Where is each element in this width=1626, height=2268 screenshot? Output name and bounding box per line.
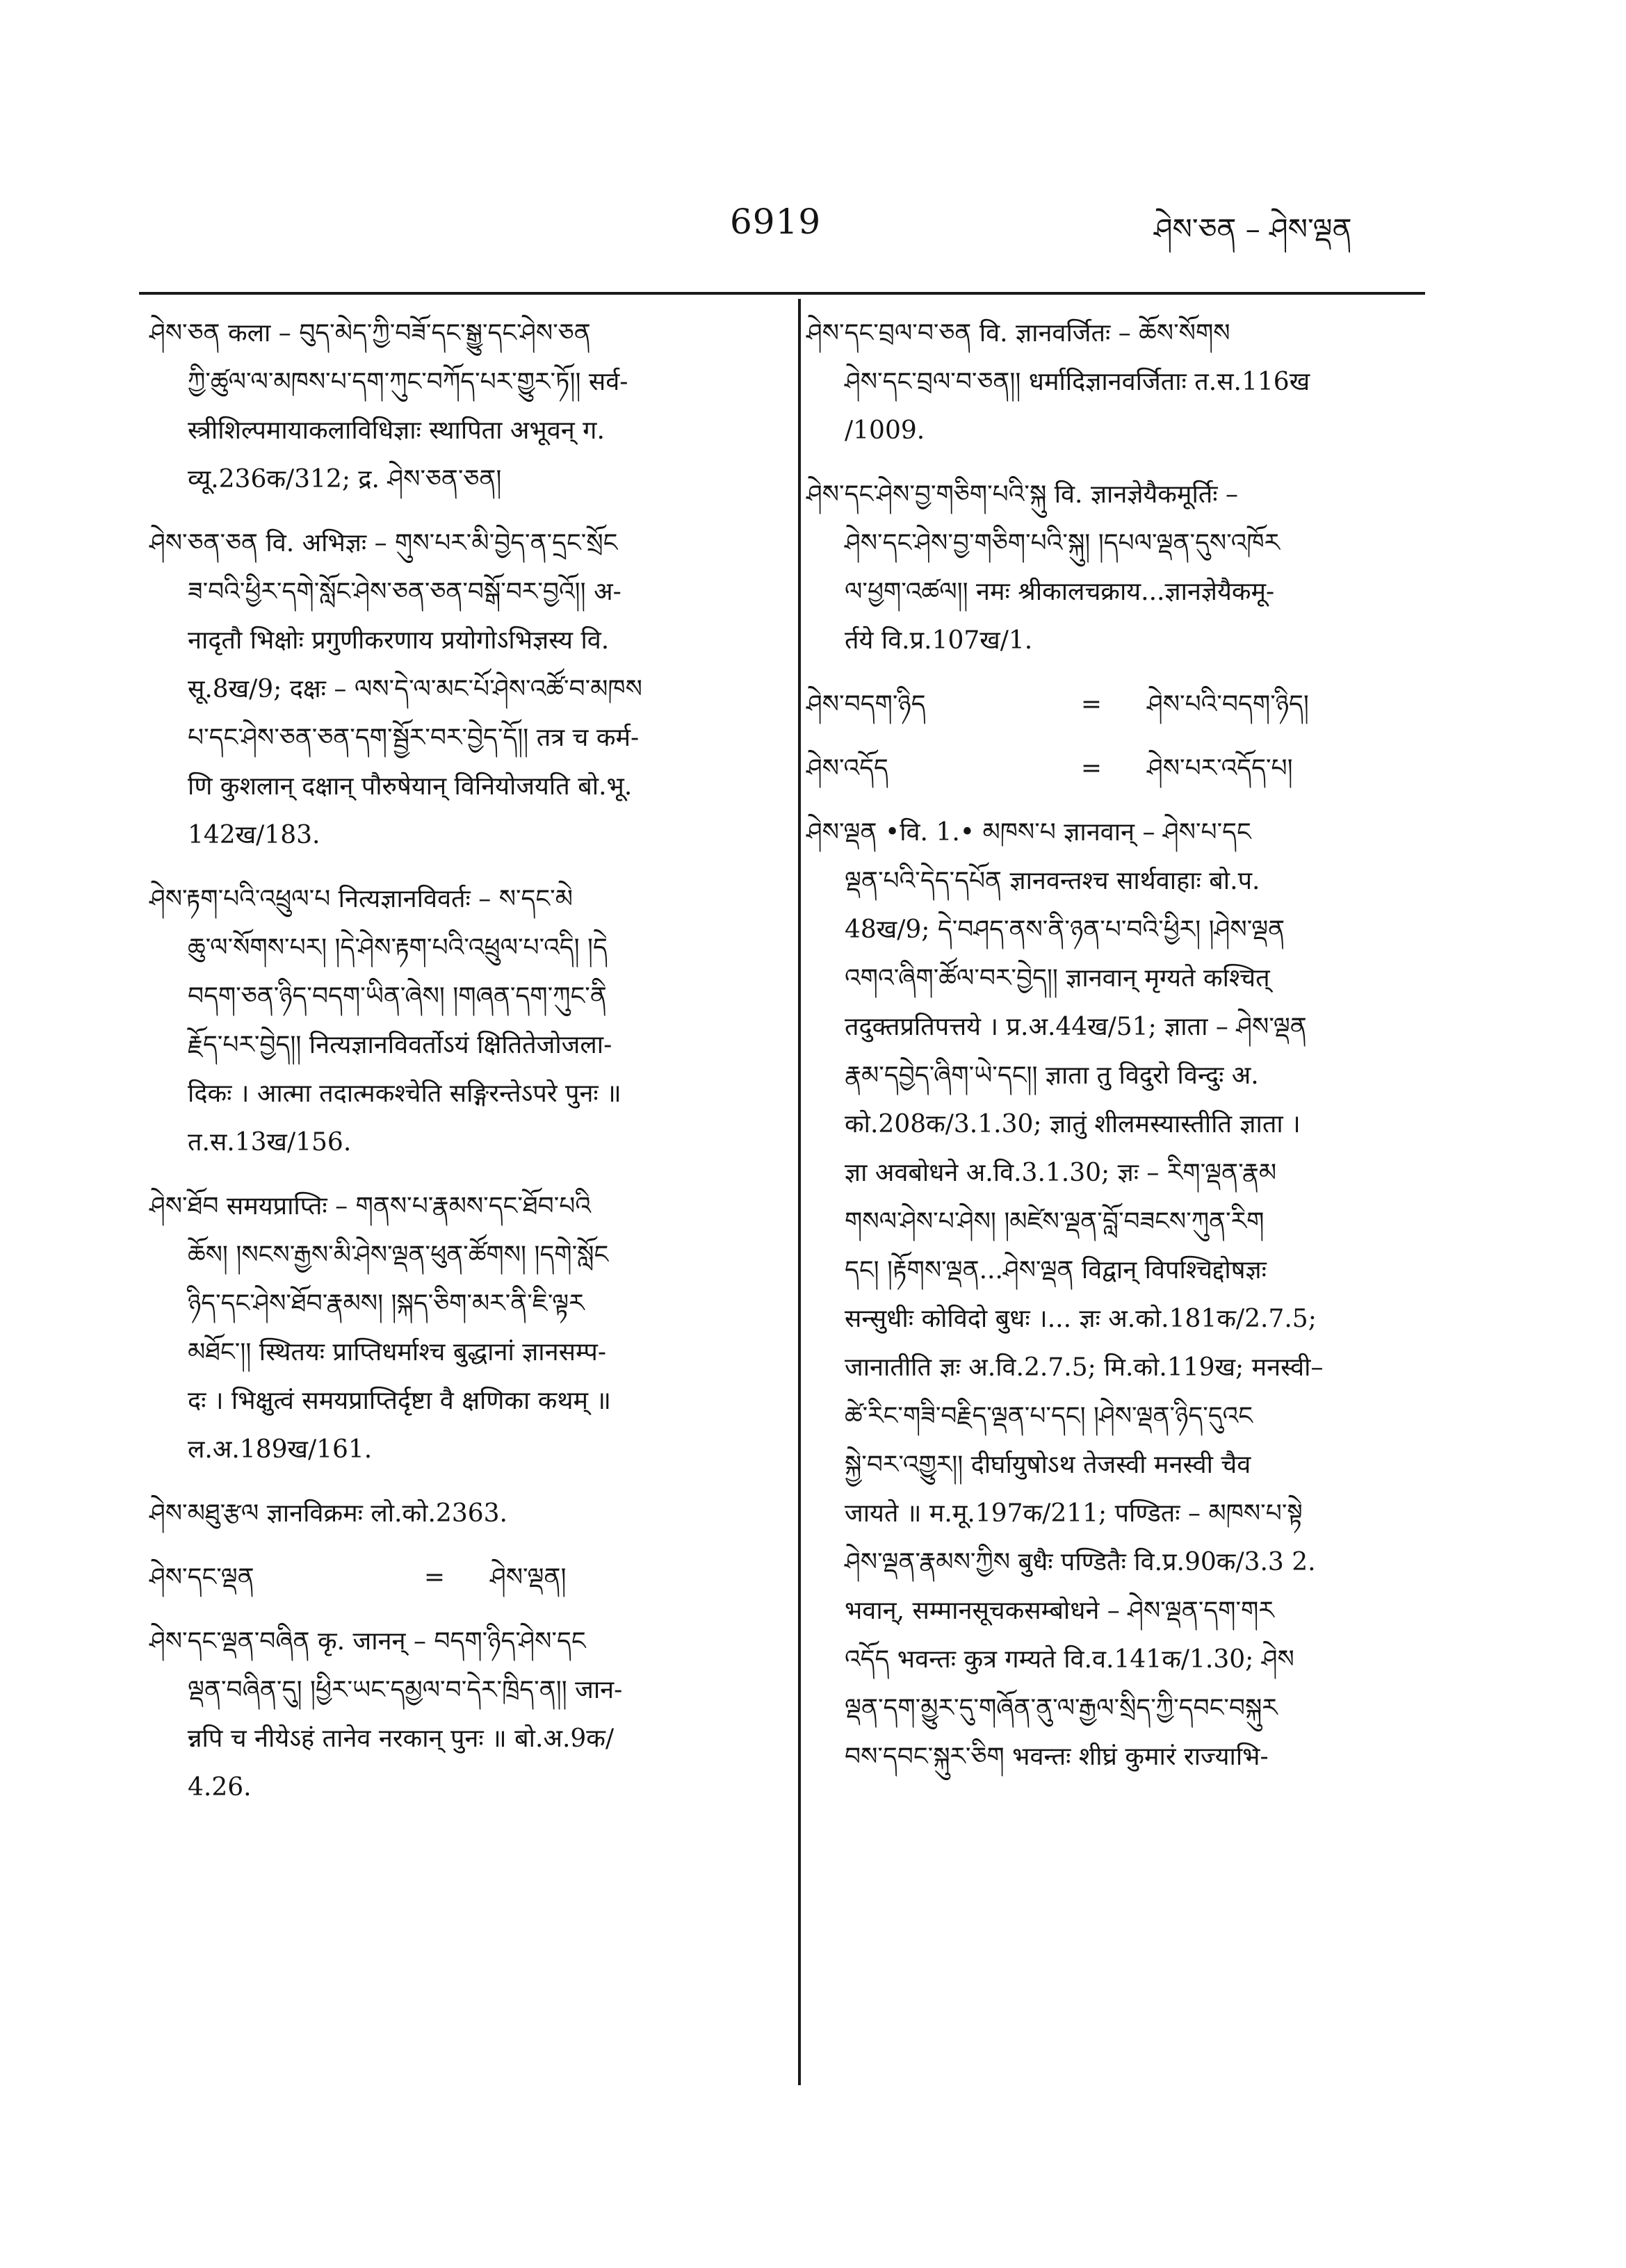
- cross-reference: [149, 1553, 779, 1602]
- dictionary-entry: ཤེས་མཐུ་རྩལ ज्ञानविक्रमः लो.को.2363.: [149, 1499, 507, 1528]
- header-rule: [139, 292, 1425, 295]
- left-column: [149, 309, 779, 1827]
- dictionary-entry: ཤེས་དང་ཤེས་བྱ་གཅིག་པའི་སྐུ वि. ज्ञानज्ञेयैकमूर्तिः – ཤེས་དང་ཤེས་བྱ་གཅིག་པའི་སྐུ། །དཔལ་ལྡན་དུས་འཁོར ལ་ཕྱག་འཚལ།། नमः श्रीकालचक्राय...ज्ञानज्ञेयैकमू- र्तये वि.प्र.107ख/1.: [806, 480, 1280, 655]
- cross-reference-term: ཤེས་དང་ལྡན: [149, 1563, 254, 1592]
- equals-sign: =: [1080, 690, 1103, 719]
- equals-sign: =: [1080, 754, 1103, 783]
- dictionary-entry: ཤེས་རྟག་པའི་འཕྲུལ་པ नित्यज्ञानविवर्तः – ས་དང་མེ ཆུ་ལ་སོགས་པར། །དེ་ཤེས་རྟག་པའི་འཕྲུལ་པ་འདི། །དེ བདག་ཅན་ཉིད་བདག་ཡིན་ཞེས། །གཞན་དག་ཀུང་ནི རྗོད་པར་བྱེད།། नित्यज्ञानविवर्तोऽयं क्षितितेजोजला- दिकः । आत्मा तदात्मकश्चेति सङ्गिरन्तेऽपरे पुनः ॥ त.स.13ख/156.: [149, 885, 621, 1157]
- cross-reference: [806, 744, 1425, 793]
- dictionary-entry: ཤེས་ལྡན •वि. 1.• མཁས་པ ज्ञानवान् – ཤེས་པ་དང ལྡན་པའི་དེད་དཔོན ज्ञानवन्तश्च सार्थवाहाः बो.प. 48ख/9; དེ་བཤད་ནས་ནི་ཉན་པ་བའི་ཕྱིར། །ཤེས་ལྡན འགའ་ཞིག་ཚོལ་བར་བྱེད།། ज्ञानवान् मृग्यते कश्चित् तदुक्तप्रतिपत्तये । प्र.अ.44ख/51; ज्ञाता – ཤེས་ལྡན རྣམ་དབྱེད་ཞིག་ཡེ་དང།། ज्ञाता तु विदुरो विन्दुः अ. को.208क/3.1.30; ज्ञातुं शीलमस्यास्तीति ज्ञाता । ज्ञा अवबोधने अ.वि.3.1.30; ज्ञः – རིག་ལྡན་རྣམ གསལ་ཤེས་པ་ཤེས། །མཛེས་ལྡན་བློ་བཟངས་ཀུན་རིག དང། །རྟོགས་ལྡན...ཤེས་ལྡན विद्वान् विपश्चिद्दोषज्ञः सन्सुधीः कोविदो बुधः ।... ज्ञः अ.को.181क/2.7.5; जानातीति ज्ञः अ.वि.2.7.5; मि.को.119ख; मनस्वी– ཚེ་རིང་གཟི་བརྗིད་ལྡན་པ་དང། །ཤེས་ལྡན་ཉིད་དུའང སྐྱེ་བར་འགྱུར།། दीर्घायुषोऽथ तेजस्वी मनस्वी चैव जायते ॥ म.मू.197क/211; पण्डितः – མཁས་པ་སྟེ ཤེས་ལྡན་རྣམས་ཀྱིས बुधैः पण्डितैः वि.प्र.90क/3.3 2. भवान्, सम्मानसूचकसम्बोधने – ཤེས་ལྡན་དག་གར འདོད भवन्तः कुत्र गम्यते वि.व.141क/1.30; ཤེས ལྡན་དག་མྱུར་དུ་གཞོན་ནུ་ལ་རྒྱལ་སྲིད་ཀྱི་དབང་བསྐུར བས་དབང་སྐུར་ཅིག भवन्तः शीघ्रं कुमारं राज्याभि-: [806, 818, 1324, 1771]
- cross-reference-target: ཤེས་པའི་བདག་ཉིད།: [1147, 690, 1309, 719]
- cross-reference-target: ཤེས་ལྡན།: [490, 1563, 567, 1592]
- cross-reference-term: ཤེས་འདོད: [806, 754, 888, 783]
- cross-reference: [806, 680, 1425, 729]
- equals-sign: =: [423, 1563, 446, 1592]
- dictionary-entry: ཤེས་ཅན་ཅན वि. अभिज्ञः – གུས་པར་མི་བྱེད་ན་དྲང་སྲོང ཟ་བའི་ཕྱིར་དགེ་སློང་ཤེས་ཅན་ཅན་བསྒོ་བར་བྱའོ།། अ- नादृतौ भिक्षोः प्रगुणीकरणाय प्रयोगोऽभिज्ञस्य वि. सू.8ख/9; दक्षः – ལས་དེ་ལ་མང་པོ་ཤེས་འཚོ་བ་མཁས པ་དང་ཤེས་ཅན་ཅན་དག་སྦྱོར་བར་བྱེད་དོ།། तत्र च कर्म- णि कुशलान् दक्षान् पौरुषेयान् विनियोजयति बो.भू. 142ख/183.: [149, 529, 642, 849]
- page-number: 6919: [730, 202, 822, 242]
- dictionary-entry: ཤེས་ཐོབ समयप्राप्तिः – གནས་པ་རྣམས་དང་ཐོབ་པའི ཆོས། །སངས་རྒྱས་མི་ཤེས་ལྡན་ཕུན་ཚོགས། །དགེ་སློང ཉིད་དང་ཤེས་ཐོབ་རྣམས། །སྐད་ཅིག་མར་ནི་ཇི་ལྟར མཐོང༌།། स्थितयः प्राप्तिधर्माश्च बुद्धानां ज्ञानसम्प- दः । भिक्षुत्वं समयप्राप्तिर्दृष्टा वै क्षणिका कथम् ॥ ल.अ.189ख/161.: [149, 1192, 611, 1464]
- cross-reference-target: ཤེས་པར་འདོད་པ།: [1147, 754, 1293, 783]
- running-head: ཤེས་ཅན – ཤེས་ལྡན: [1154, 212, 1352, 246]
- cross-reference-term: ཤེས་བདག་ཉིད: [806, 690, 926, 719]
- dictionary-entry: ཤེས་ཅན कला – བུད་མེད་ཀྱི་བཟོ་དང་སྒྱུ་དང་ཤེས་ཅན ཀྱི་ཚུལ་ལ་མཁས་པ་དག་ཀུང་བཀོད་པར་གྱུར་ཏོ།། सर्व- स्त्रीशिल्पमायाकलाविधिज्ञाः स्थापिता अभूवन् ग. व्यू.236क/312; द्र. ཤེས་ཅན་ཅན།: [149, 319, 628, 493]
- right-column: [806, 309, 1425, 1797]
- column-divider: [798, 299, 801, 2085]
- dictionary-entry: ཤེས་དང་བྲལ་བ་ཅན वि. ज्ञानवर्जितः – ཆོས་སོགས ཤེས་དང་བྲལ་བ་ཅན།། धर्मादिज्ञानवर्जिताः त.स.116ख /1009.: [806, 319, 1310, 445]
- dictionary-entry: ཤེས་དང་ལྡན་བཞིན कृ. जानन् – བདག་ཉིད་ཤེས་དང ལྡན་བཞིན་དུ། །ཕྱིར་ཡང་དམྱལ་བ་དེར་ཁྲིད་ན།། जान- न्नपि च नीयेऽहं तानेव नरकान् पुनः ॥ बो.अ.9क/ 4.26.: [149, 1627, 623, 1802]
